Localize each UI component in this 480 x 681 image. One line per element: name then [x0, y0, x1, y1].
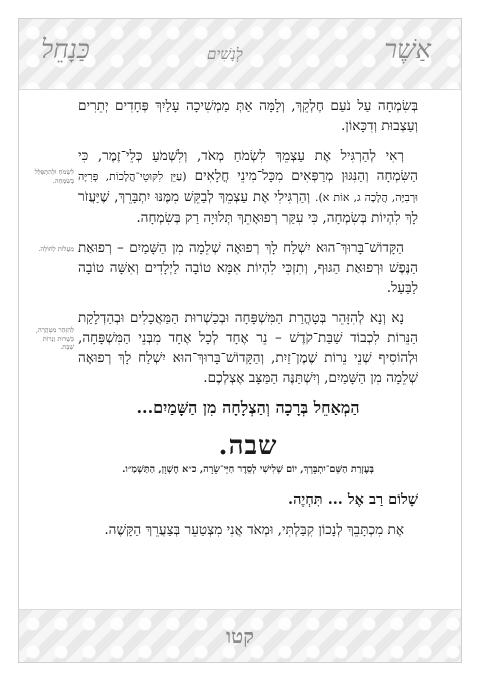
paragraph-2-continuation: וְהַרְגִּילִי אֶת עַצְמֵךְ לְבַקֵּשׁ מִמֶּנּוּ יִתְבָּרֵךְ, שֶׁיַּעֲזֹר לָךְ לִהְיוֹת בְּשִׂמְחָה, כִּי עִקַּר רְפוּאָתֵךְ תְּלוּיָה רַק בְּשִׂמְחָה.	[78, 189, 418, 226]
side-note-1: לִשְׂמֹחַ וּלְהִתְפַּלֵּל בְּשִׂמְחָה.	[34, 168, 74, 185]
paragraph-4: נָא וְנָא לְהִזָּהֵר בְּטָהֳרַת הַמִּשְׁפָּחָה וּבְכַשְׁרוּת הַמַּאֲכָלִים וּבְהַדְלָקַת הַנֵּרוֹת לִכְבוֹד שַׁבַּת־קֹדֶשׁ – נֵר אֶחָד לְכָל אֶחָד מִבְּנֵי הַמִּשְׁפָּחָה, וּלְהוֹסִיף שְׁנֵי נֵרוֹת שֶׁמֶן־זַיִת, וְהַקָּדוֹשׁ־בָּרוּךְ־הוּא יִשְׁלַח לָךְ רְפוּאָה שְׁלֵמָה מִן הַשָּׁמַיִם, וְיִשְׁתַּנֶּה הַמַּצָּב אֶצְלְכֶם.	[78, 310, 418, 386]
paragraph-1: בְּשִׂמְחָה עַל נֹעַם חֶלְקֵךְ, וְלָמָּה אַתְּ מַמְשִׁיכָה עָלַיִךְ פְּחָדִים יְתֵרִים וְעַצְבוּת וְדִכָּאוֹן.	[78, 98, 418, 134]
footer-band	[19, 609, 461, 662]
header-band	[19, 19, 461, 90]
side-note-3: לְהִזָּהֵר מִטָּהֳרָה, כַּשְׁרוּת וְנֵרוֹת שַׁבָּת.	[35, 326, 74, 351]
side-note-2: מַעֲלוֹת לְחוֹלָה.	[38, 245, 74, 253]
header-title-left: כַּנָחֵל	[41, 35, 90, 65]
paragraph-2-reference: (עַיֵּן לִקּוּטֵי־הֲלָכוֹת, פְּרִיָּה וּרְבִיָּה, הֲלָכָה ג, אוֹת א).	[78, 170, 418, 204]
paragraph-2	[78, 146, 418, 228]
paragraph-5: אֶת מִכְתָּבֵךְ לְנָכוֹן קִבַּלְתִּי, וּמְאֹד אֲנִי מִצְטַעֵר בְּצַעֲרֵךְ הַקָּשֶׁה.	[104, 522, 404, 538]
letter-heading: שבה.	[218, 431, 278, 461]
closing-line: הַמְאַחֵל בְּרָכָה וְהַצְלָחָה מִן הַשָּׁמַיִם...	[136, 398, 360, 417]
page-number: קטו	[226, 624, 254, 648]
header-title-right: אַשֶׁר	[384, 35, 431, 65]
paragraph-2-text: רְאִי לְהַרְגִּיל אֶת עַצְמֵךְ לִשְׂמֹחַ מְאֹד, וְלִשְׁמֹעַ כְּלֵי־זֶמֶר, כִּי הַשִּׂמְחָה וְהַנִּגּוּן מְרַפְּאִים מִכָּל־מִינֵי חֳלָאִים	[78, 148, 418, 184]
greeting: שָׁלוֹם רַב אֶל ... תִּחְיֶה.	[288, 491, 418, 508]
dateline: בְּעֶזְרַת הַשֵּׁם־יִתְבָּרֵךְ, יוֹם שְׁלִישִׁי לְסֵדֶר חַיֵּי־שָׂרָה, כ״א חֶשְׁוָן, הַתַּשְׁמַ״ו.	[122, 464, 374, 475]
header-title-middle: לְנָשִׁים	[207, 45, 243, 63]
paragraph-3: הַקָּדוֹשׁ־בָּרוּךְ־הוּא יִשְׁלַח לָךְ רְפוּאָה שְׁלֵמָה מִן הַשָּׁמַיִם – רְפוּאַת הַנֶּפֶשׁ וּרְפוּאַת הַגּוּף, וְתִזְכִּי לִהְיוֹת אִמָּא טוֹבָה לַיְלָדִים וְאִשָּׁה טוֹבָה לַבַּעַל.	[78, 240, 418, 296]
letter-body	[78, 96, 418, 550]
